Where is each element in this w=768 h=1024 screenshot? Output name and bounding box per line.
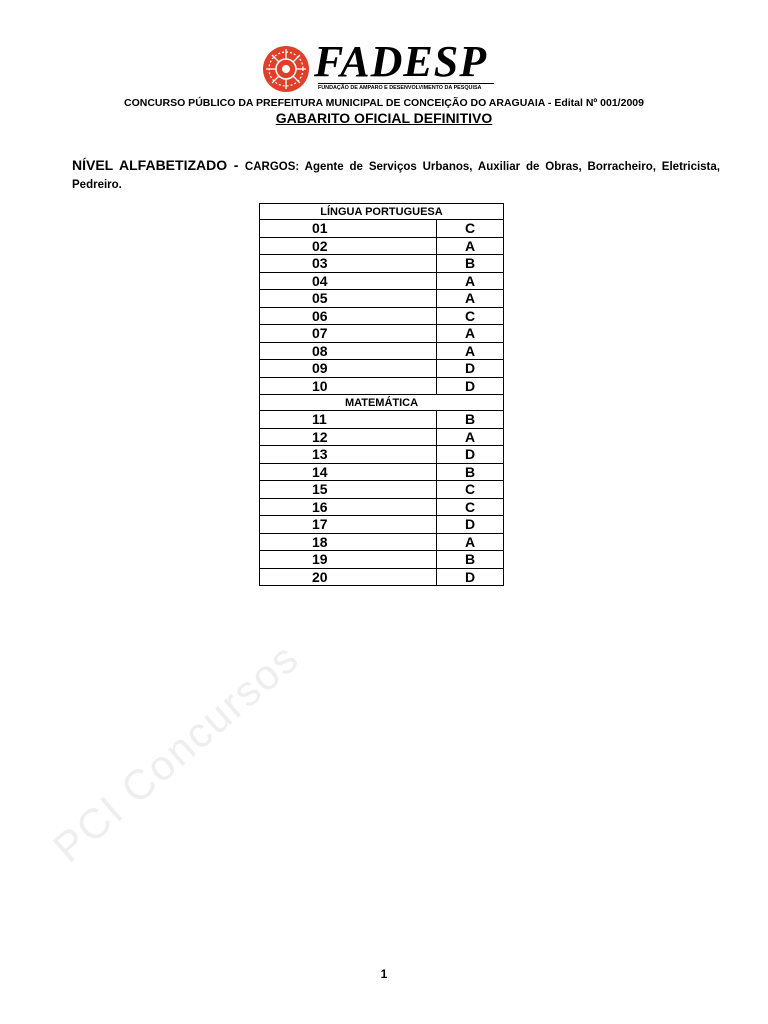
question-number: 13 [260,446,437,464]
page-number: 1 [380,967,388,981]
question-number: 15 [260,481,437,499]
watermark: PCI Concursos [44,633,308,872]
answer-letter: D [437,568,504,586]
table-row [260,446,504,464]
section-title: LÍNGUA PORTUGUESA [260,204,504,220]
table-row [260,307,504,325]
question-number: 09 [260,360,437,378]
table-row [260,463,504,481]
section-header-row [260,395,504,411]
question-number: 18 [260,533,437,551]
question-number: 08 [260,342,437,360]
table-row [260,551,504,569]
question-number: 06 [260,307,437,325]
logo-subtitle: FUNDAÇÃO DE AMPARO E DESENVOLVIMENTO DA PESQUISA [318,83,494,92]
answer-letter: D [437,377,504,395]
table-row [260,342,504,360]
answer-letter: A [437,533,504,551]
section-title: MATEMÁTICA [260,395,504,411]
answer-letter: C [437,220,504,238]
table-row [260,568,504,586]
table-row [260,428,504,446]
answer-letter: A [437,237,504,255]
level-separator: - [227,157,245,173]
answer-letter: B [437,463,504,481]
table-row [260,290,504,308]
table-row [260,272,504,290]
cargos-list: : Agente de Serviços Urbanos, Auxiliar de Obras, Borracheiro, Eletricista, Pedreiro. [72,161,720,191]
fadesp-emblem-icon [262,45,310,93]
question-number: 11 [260,411,437,429]
table-row [260,516,504,534]
table-row [260,411,504,429]
answer-letter: D [437,446,504,464]
answer-letter: D [437,516,504,534]
table-row [260,255,504,273]
question-number: 16 [260,498,437,516]
question-number: 14 [260,463,437,481]
question-number: 19 [260,551,437,569]
table-row [260,377,504,395]
answer-letter: C [437,498,504,516]
fadesp-logo [262,37,494,92]
question-number: 07 [260,325,437,343]
answer-letter: A [437,428,504,446]
question-number: 03 [260,255,437,273]
table-row [260,237,504,255]
question-number: 10 [260,377,437,395]
answer-key-table [259,203,504,586]
table-row [260,498,504,516]
level-name: NÍVEL ALFABETIZADO [72,157,228,173]
logo-text: FADESP [314,37,488,86]
section-header-row [260,204,504,220]
answer-letter: B [437,255,504,273]
question-number: 05 [260,290,437,308]
question-number: 04 [260,272,437,290]
answer-letter: D [437,360,504,378]
answer-letter: B [437,411,504,429]
question-number: 20 [260,568,437,586]
question-number: 01 [260,220,437,238]
table-row [260,325,504,343]
table-row [260,220,504,238]
table-row [260,533,504,551]
answer-letter: B [437,551,504,569]
table-row [260,481,504,499]
cargos-label: CARGOS [244,161,296,173]
question-number: 02 [260,237,437,255]
answer-letter: A [437,325,504,343]
answer-letter: C [437,307,504,325]
question-number: 17 [260,516,437,534]
answer-letter: A [437,272,504,290]
answer-letter: C [437,481,504,499]
table-row [260,360,504,378]
answer-letter: A [437,290,504,308]
contest-heading: CONCURSO PÚBLICO DA PREFEITURA MUNICIPAL DE CONCEIÇÃO DO ARAGUAIA - Edital Nº 001/2009 [124,97,644,109]
page-title: GABARITO OFICIAL DEFINITIVO [275,110,493,126]
question-number: 12 [260,428,437,446]
answer-letter: A [437,342,504,360]
level-description [72,156,720,194]
